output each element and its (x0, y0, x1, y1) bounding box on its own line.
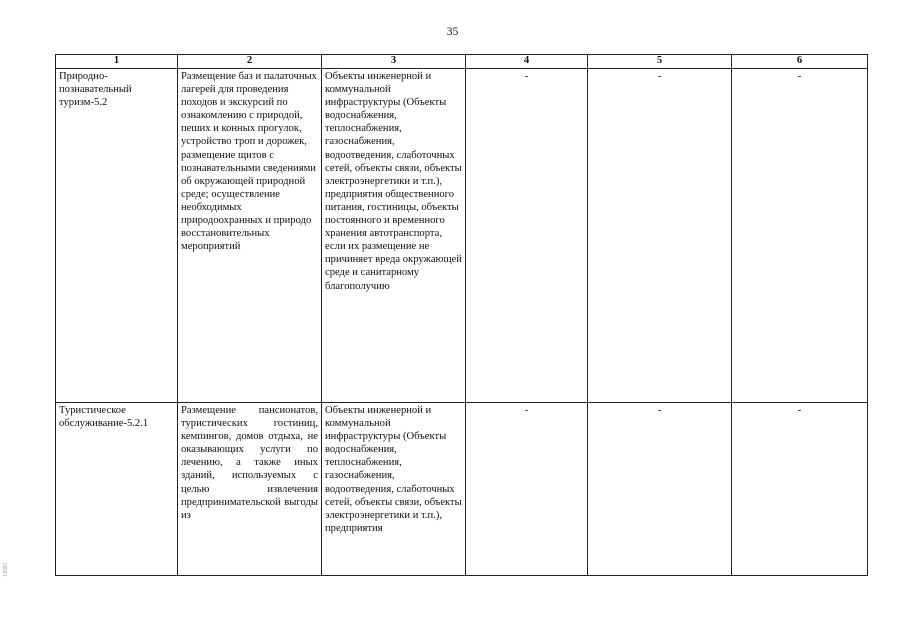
header-row (56, 55, 868, 69)
header-col-5: 5 (588, 55, 732, 69)
row-col6-cell: - (732, 403, 868, 576)
row-col5-cell: - (588, 69, 732, 403)
header-col-1: 1 (56, 55, 178, 69)
row-auxiliary-cell: Объекты инженерной и коммунальной инфраструктуры (Объекты водоснабжения, теплоснабжения, газоснабжения, водоотведения, слаботочных сетей, объекты связи, объекты электроэнергетики и т.п.), предприятия общественного питания, гостиницы, объекты постоянного и временного хранения автотранспорта, если их размещение не причиняет вреда окружающей среде и санитарному благополучию (322, 69, 466, 403)
header-col-4: 4 (466, 55, 588, 69)
margin-mark: 1ЯЯ3 (3, 563, 9, 578)
zoning-table (55, 54, 868, 576)
table-row (56, 403, 868, 576)
header-col-3: 3 (322, 55, 466, 69)
row-col4-cell: - (466, 69, 588, 403)
row-description-cell: Размещение баз и палаточных лагерей для проведения походов и экскурсий по ознакомлению с природой, пеших и конных прогулок, устройство троп и дорожек, размещение щитов с познавательными сведениями об окружающей природной среде; осуществление необходимых природоохранных и природо восстановительных мероприятий (178, 69, 322, 403)
header-col-2: 2 (178, 55, 322, 69)
page-number: 35 (446, 26, 459, 38)
row-col4-cell: - (466, 403, 588, 576)
row-col5-cell: - (588, 403, 732, 576)
row-auxiliary-cell: Объекты инженерной и коммунальной инфраструктуры (Объекты водоснабжения, теплоснабжения, газоснабжения, водоотведения, слаботочных сетей, объекты связи, объекты электроэнергетики и т.п.), предприятия (322, 403, 466, 576)
row-name-cell: Туристическое обслуживание-5.2.1 (56, 403, 178, 576)
table-row (56, 69, 868, 403)
row-description-cell: Размещение пансионатов, туристических гостиниц, кемпингов, домов отдыха, не оказывающих услуги по лечению, а также иных зданий, используемых с целью извлечения предпринимательской выгоды из (178, 403, 322, 576)
row-name-cell: Природно-познавательный туризм-5.2 (56, 69, 178, 403)
header-col-6: 6 (732, 55, 868, 69)
row-col6-cell: - (732, 69, 868, 403)
